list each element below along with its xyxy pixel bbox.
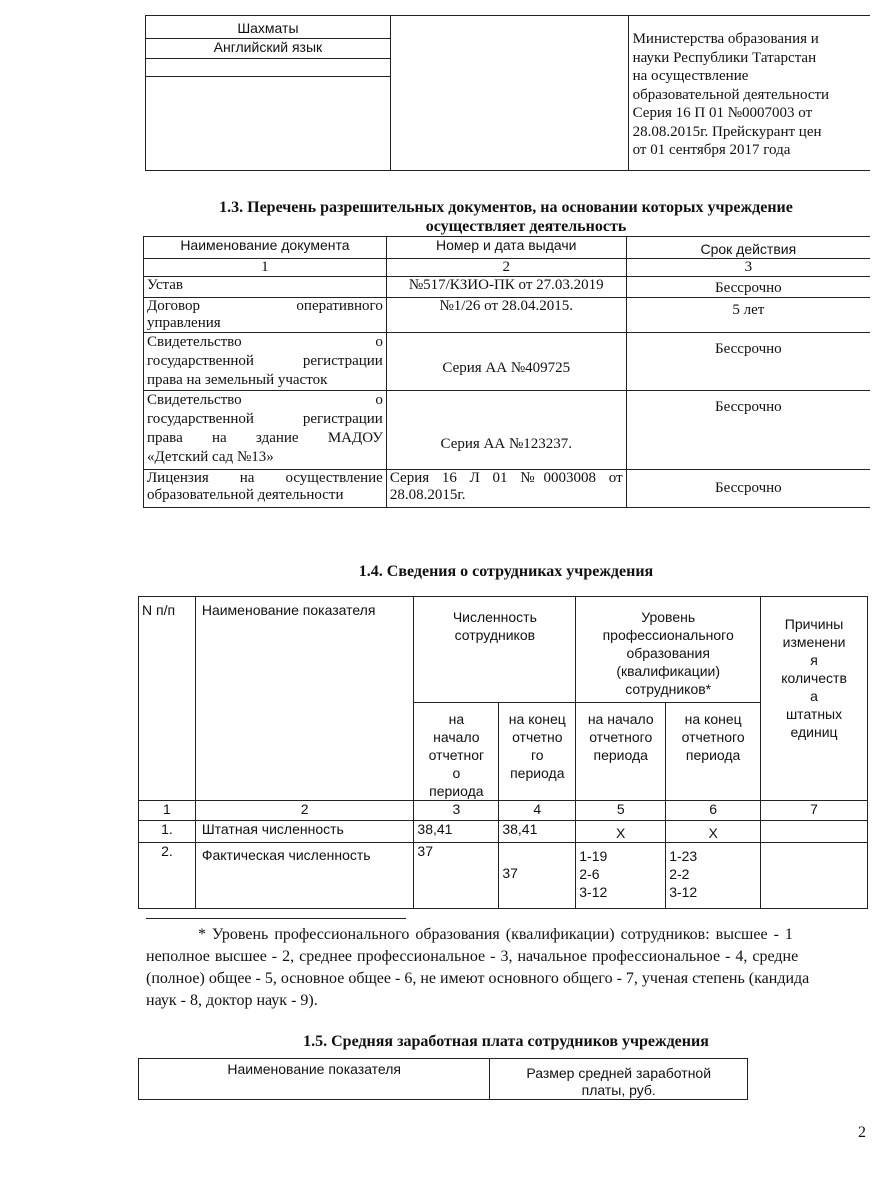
top-row-english: Английский язык	[146, 39, 391, 59]
doc-row-term: Бессрочно	[626, 470, 870, 508]
footnote-divider	[146, 918, 406, 919]
doc-row-name: Свидетельство о государственной регистрации права на земельный участок	[144, 333, 387, 391]
doc-row-term: Бессрочно	[626, 277, 870, 298]
staff-row-num: 1.	[139, 821, 196, 843]
doc-row-term: Бессрочно	[626, 391, 870, 470]
header-term: Срок действия	[626, 237, 870, 259]
doc-row-term: 5 лет	[626, 298, 870, 333]
col-number: 1	[144, 259, 387, 277]
staff-row-end: 38,41	[499, 821, 576, 843]
col-number: 3	[626, 259, 870, 277]
top-row-empty	[146, 59, 391, 77]
header-number-date: Номер и дата выдачи	[386, 237, 626, 259]
col-number: 3	[414, 801, 499, 821]
header-count-start: на начало отчетног о периода	[414, 703, 499, 801]
header-level: Уровень профессионального образования (квалификации) сотрудников*	[576, 597, 761, 703]
header-count: Численность сотрудников	[414, 597, 576, 703]
top-table	[145, 15, 870, 171]
staff-row-num: 2.	[139, 843, 196, 909]
col-number: 5	[576, 801, 666, 821]
staff-row-start: 38,41	[414, 821, 499, 843]
col-number: 2	[195, 801, 414, 821]
header-indicator: Наименование показателя	[139, 1059, 490, 1100]
col-number: 6	[666, 801, 761, 821]
staff-row-end: 37	[499, 843, 576, 909]
col-number: 1	[139, 801, 196, 821]
header-salary: Размер средней заработной платы, руб.	[490, 1059, 748, 1100]
staff-row-level-start: Х	[576, 821, 666, 843]
staff-row-start: 37	[414, 843, 499, 909]
salary-table	[138, 1058, 748, 1100]
header-level-start: на начало отчетного периода	[576, 703, 666, 801]
staff-row-level-start: 1-19 2-6 3-12	[576, 843, 666, 909]
col-number: 2	[386, 259, 626, 277]
staff-row-level-end: Х	[666, 821, 761, 843]
doc-row-number: №517/КЗИО-ПК от 27.03.2019	[386, 277, 626, 298]
staff-row-level-end: 1-23 2-2 3-12	[666, 843, 761, 909]
permits-table	[143, 236, 870, 508]
staff-row-name: Фактическая численность	[195, 843, 414, 909]
doc-row-name: Устав	[144, 277, 387, 298]
section-1-4-title: 1.4. Сведения о сотрудниках учреждения	[358, 563, 654, 580]
section-1-3-title: 1.3. Перечень разрешительных документов, на основании которых учреждение осуществляет деятельность	[219, 199, 793, 235]
doc-row-term: Бессрочно	[626, 333, 870, 391]
header-reasons: Причины изменени я количеств а штатных единиц	[761, 597, 868, 801]
section-1-5-title: 1.5. Средняя заработная плата сотрудников учреждения	[303, 1033, 709, 1050]
staff-row-reasons	[761, 821, 868, 843]
doc-row-name: Договор оперативного управления	[144, 298, 387, 333]
col-number: 7	[761, 801, 868, 821]
footnote: * Уровень профессионального образования (квалификации) сотрудников: высшее - 1 неполное высшее - 2, среднее профессиональное - 3, начальное профессиональное - 4, средне (полное) общее - 5, основное общее - 6, не имеют основного общего - 7, ученая степень (кандида наук - 8, доктор наук - 9).	[146, 926, 810, 1009]
doc-row-number: №1/26 от 28.04.2015.	[386, 298, 626, 333]
doc-row-number: Серия АА №409725	[386, 333, 626, 391]
header-num: N п/п	[139, 597, 196, 801]
doc-row-name: Свидетельство о государственной регистрации права на здание МАДОУ «Детский сад №13»	[144, 391, 387, 470]
doc-row-name: Лицензия на осуществление образовательной деятельности	[144, 470, 387, 508]
header-indicator: Наименование показателя	[195, 597, 414, 801]
top-empty-cell	[390, 16, 628, 171]
doc-row-number: Серия 16 Л 01 №0003008 от 28.08.2015г.	[386, 470, 626, 508]
header-count-end: на конец отчетно го периода	[499, 703, 576, 801]
top-row-empty	[146, 77, 391, 171]
staff-row-reasons	[761, 843, 868, 909]
staff-row-name: Штатная численность	[195, 821, 414, 843]
doc-row-number: Серия АА №123237.	[386, 391, 626, 470]
staff-table	[138, 596, 868, 909]
page-number: 2	[858, 1124, 866, 1141]
license-cell: Министерства образования и науки Республики Татарстан на осуществление образовательной деятельности Серия 16 П 01 №0007003 от 28.08.2015г. Прейскурант цен от 01 сентября 2017 года	[628, 16, 870, 171]
header-level-end: на конец отчетного периода	[666, 703, 761, 801]
col-number: 4	[499, 801, 576, 821]
top-row-chess: Шахматы	[146, 16, 391, 39]
header-doc-name: Наименование документа	[144, 237, 387, 259]
